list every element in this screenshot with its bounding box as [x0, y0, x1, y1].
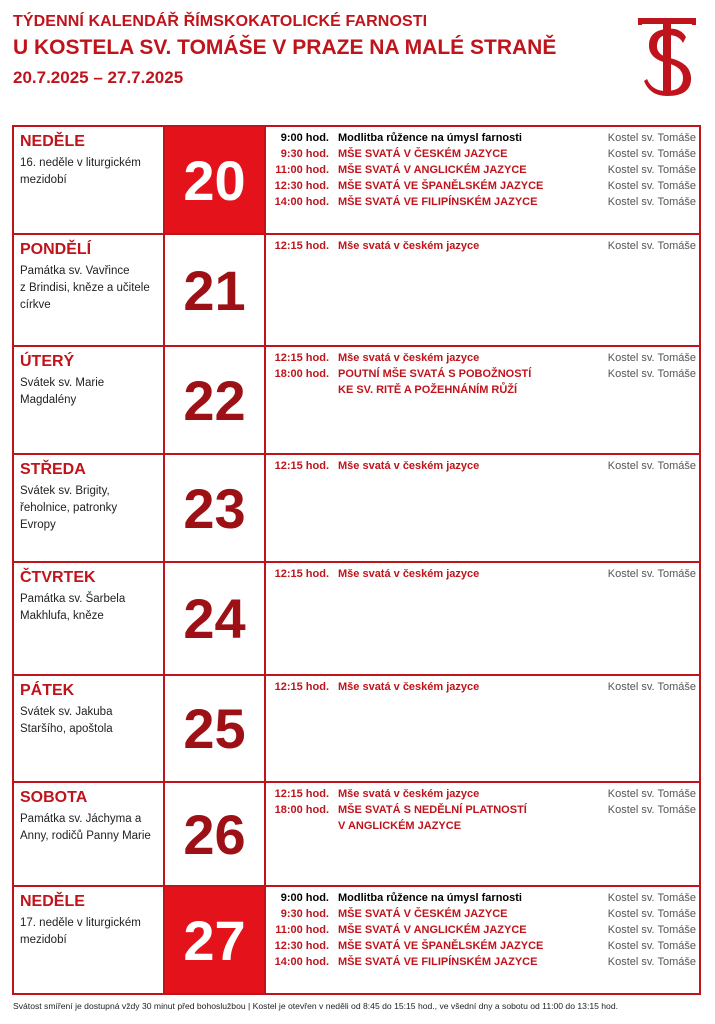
footer-note: Svátost smíření je dostupná vždy 30 minut před bohoslužbou | Kostel je otevřen v neděli od 8:45 do 15:15 hod., ve všední dny a sobotu od 11:00 do 13:15 hod.: [13, 1001, 618, 1011]
event-time: 9:00 hod.: [280, 892, 329, 904]
event-location: Kostel sv. Tomáše: [607, 148, 696, 160]
event-item: [266, 194, 699, 210]
feast-description: [20, 811, 163, 845]
day-info-cell: [14, 563, 165, 674]
event-description: Mše svatá v českém jazyce: [338, 352, 480, 364]
event-item: [266, 162, 699, 178]
event-description: MŠE SVATÁ VE FILIPÍNSKÉM JAZYCE: [338, 196, 538, 208]
event-time: 18:00 hod.: [274, 368, 329, 380]
day-number: 22: [183, 368, 246, 432]
feast-line: Evropy: [20, 519, 56, 531]
feast-line: z Brindisi, kněze a učitele: [20, 282, 150, 294]
event-time: 12:15 hod.: [274, 240, 329, 252]
day-number: 20: [183, 148, 246, 212]
event-item: [266, 906, 699, 922]
feast-description: [20, 263, 163, 314]
feast-description: [20, 483, 163, 534]
event-location: Kostel sv. Tomáše: [607, 164, 696, 176]
event-location: Kostel sv. Tomáše: [607, 460, 696, 472]
event-description: MŠE SVATÁ V ČESKÉM JAZYCE: [338, 908, 508, 920]
event-location: Kostel sv. Tomáše: [607, 180, 696, 192]
feast-line: Anny, rodičů Panny Marie: [20, 830, 151, 842]
events-cell: [266, 235, 699, 345]
feast-line: Památka sv. Vavřince: [20, 265, 130, 277]
event-description: Mše svatá v českém jazyce: [338, 460, 480, 472]
parish-logo-icon: [636, 15, 698, 97]
day-name: PONDĚLÍ: [20, 241, 92, 258]
event-location: Kostel sv. Tomáše: [607, 368, 696, 380]
day-row: [14, 783, 699, 887]
day-number: 27: [183, 908, 246, 972]
event-time: 9:30 hod.: [280, 908, 329, 920]
day-number-cell: [165, 455, 266, 561]
day-name: ČTVRTEK: [20, 569, 96, 586]
event-item: [266, 922, 699, 938]
event-time: 12:15 hod.: [274, 460, 329, 472]
event-item: [266, 890, 699, 906]
header-line-2: U KOSTELA SV. TOMÁŠE V PRAZE NA MALÉ STRANĚ: [13, 36, 557, 59]
event-description-line-2: V ANGLICKÉM JAZYCE: [338, 820, 462, 832]
event-location: Kostel sv. Tomáše: [607, 924, 696, 936]
event-time: 12:15 hod.: [274, 568, 329, 580]
event-location: Kostel sv. Tomáše: [607, 240, 696, 252]
day-info-cell: [14, 676, 165, 781]
event-time: 12:15 hod.: [274, 788, 329, 800]
feast-line: mezidobí: [20, 174, 67, 186]
day-row: [14, 347, 699, 455]
event-time: 12:15 hod.: [274, 681, 329, 693]
event-location: Kostel sv. Tomáše: [607, 132, 696, 144]
day-number: 25: [183, 697, 246, 760]
event-item: [266, 938, 699, 954]
event-description: Mše svatá v českém jazyce: [338, 788, 480, 800]
day-number-cell: [165, 347, 266, 453]
day-row: [14, 455, 699, 563]
event-item: [266, 178, 699, 194]
event-item: [266, 566, 699, 582]
day-number-cell: [165, 127, 266, 233]
feast-description: [20, 915, 163, 949]
event-location: Kostel sv. Tomáše: [607, 788, 696, 800]
event-time: 18:00 hod.: [274, 804, 329, 816]
day-name: STŘEDA: [20, 461, 86, 478]
day-number-cell: [165, 235, 266, 345]
events-cell: [266, 676, 699, 781]
day-name: PÁTEK: [20, 682, 75, 699]
event-description: MŠE SVATÁ V ANGLICKÉM JAZYCE: [338, 924, 527, 936]
day-number: 26: [183, 802, 246, 866]
event-description-line-2: KE SV. RITĚ A POŽEHNÁNÍM RŮŽÍ: [338, 384, 518, 396]
event-item: [266, 130, 699, 146]
feast-line: Magdalény: [20, 394, 77, 406]
day-info-cell: [14, 887, 165, 993]
feast-line: Makhlufa, kněze: [20, 610, 104, 622]
event-description: MŠE SVATÁ V ČESKÉM JAZYCE: [338, 148, 508, 160]
event-time: 11:00 hod.: [275, 924, 329, 936]
day-number-cell: [165, 887, 266, 993]
day-info-cell: [14, 235, 165, 345]
event-description: MŠE SVATÁ V ANGLICKÉM JAZYCE: [338, 164, 527, 176]
day-info-cell: [14, 347, 165, 453]
event-time: 11:00 hod.: [275, 164, 329, 176]
day-row: [14, 235, 699, 347]
event-description: MŠE SVATÁ VE ŠPANĚLSKÉM JAZYCE: [338, 180, 544, 192]
event-item: [266, 786, 699, 802]
feast-line: Svátek sv. Brigity,: [20, 485, 110, 497]
day-number: 24: [183, 587, 246, 650]
feast-description: [20, 155, 163, 189]
event-time: 12:30 hod.: [274, 940, 329, 952]
event-description: Modlitba růžence na úmysl farnosti: [338, 132, 522, 144]
day-number-cell: [165, 676, 266, 781]
event-location: Kostel sv. Tomáše: [607, 681, 696, 693]
event-location: Kostel sv. Tomáše: [607, 804, 696, 816]
feast-line: 16. neděle v liturgickém: [20, 157, 141, 169]
day-row: [14, 676, 699, 783]
feast-line: 17. neděle v liturgickém: [20, 917, 141, 929]
day-number-cell: [165, 783, 266, 885]
day-number: 23: [183, 476, 246, 540]
event-item: [266, 146, 699, 162]
events-cell: [266, 563, 699, 674]
day-info-cell: [14, 783, 165, 885]
event-description: Mše svatá v českém jazyce: [338, 240, 480, 252]
event-time: 9:30 hod.: [280, 148, 329, 160]
event-time: 9:00 hod.: [280, 132, 329, 144]
event-description: Mše svatá v českém jazyce: [338, 681, 480, 693]
day-name: SOBOTA: [20, 789, 88, 806]
event-item: [266, 350, 699, 366]
header-line-1: TÝDENNÍ KALENDÁŘ ŘÍMSKOKATOLICKÉ FARNOSTI: [13, 13, 428, 30]
event-time: 14:00 hod.: [274, 196, 329, 208]
event-description: POUTNÍ MŠE SVATÁ S POBOŽNOSTÍ: [338, 368, 532, 380]
day-name: ÚTERÝ: [20, 353, 75, 370]
event-item: [266, 238, 699, 254]
event-item: [266, 366, 699, 382]
event-description: MŠE SVATÁ VE FILIPÍNSKÉM JAZYCE: [338, 956, 538, 968]
header-dates: 20.7.2025 – 27.7.2025: [13, 68, 184, 87]
events-cell: [266, 347, 699, 453]
day-row: [14, 127, 699, 235]
day-info-cell: [14, 455, 165, 561]
event-item: [266, 458, 699, 474]
events-cell: [266, 783, 699, 885]
feast-line: Památka sv. Jáchyma a: [20, 813, 142, 825]
feast-line: Staršího, apoštola: [20, 723, 113, 735]
feast-description: [20, 704, 163, 738]
day-row: [14, 563, 699, 676]
weekly-calendar-table: [12, 125, 701, 995]
event-location: Kostel sv. Tomáše: [607, 940, 696, 952]
day-name: NEDĚLE: [20, 133, 85, 150]
feast-line: církve: [20, 299, 51, 311]
event-time: 14:00 hod.: [274, 956, 329, 968]
day-info-cell: [14, 127, 165, 233]
event-description: Mše svatá v českém jazyce: [338, 568, 480, 580]
event-location: Kostel sv. Tomáše: [607, 908, 696, 920]
feast-line: Svátek sv. Marie: [20, 377, 105, 389]
event-time: 12:30 hod.: [274, 180, 329, 192]
page-header: [13, 12, 613, 89]
feast-line: Svátek sv. Jakuba: [20, 706, 113, 718]
event-location: Kostel sv. Tomáše: [607, 196, 696, 208]
events-cell: [266, 127, 699, 233]
event-time: 12:15 hod.: [274, 352, 329, 364]
day-number: 21: [183, 258, 246, 322]
event-description: MŠE SVATÁ VE ŠPANĚLSKÉM JAZYCE: [338, 940, 544, 952]
event-description: Modlitba růžence na úmysl farnosti: [338, 892, 522, 904]
event-location: Kostel sv. Tomáše: [607, 568, 696, 580]
event-item-continued: [266, 382, 699, 398]
event-description: MŠE SVATÁ S NEDĚLNÍ PLATNOSTÍ: [338, 804, 527, 816]
event-item: [266, 954, 699, 970]
day-number-cell: [165, 563, 266, 674]
event-item-continued: [266, 818, 699, 834]
day-row: [14, 887, 699, 993]
event-item: [266, 802, 699, 818]
day-name: NEDĚLE: [20, 893, 85, 910]
event-location: Kostel sv. Tomáše: [607, 892, 696, 904]
feast-line: Památka sv. Šarbela: [20, 593, 126, 605]
event-location: Kostel sv. Tomáše: [607, 352, 696, 364]
feast-description: [20, 591, 163, 625]
events-cell: [266, 887, 699, 993]
feast-line: mezidobí: [20, 934, 67, 946]
events-cell: [266, 455, 699, 561]
event-item: [266, 679, 699, 695]
feast-description: [20, 375, 163, 409]
feast-line: řeholnice, patronky: [20, 502, 118, 514]
event-location: Kostel sv. Tomáše: [607, 956, 696, 968]
